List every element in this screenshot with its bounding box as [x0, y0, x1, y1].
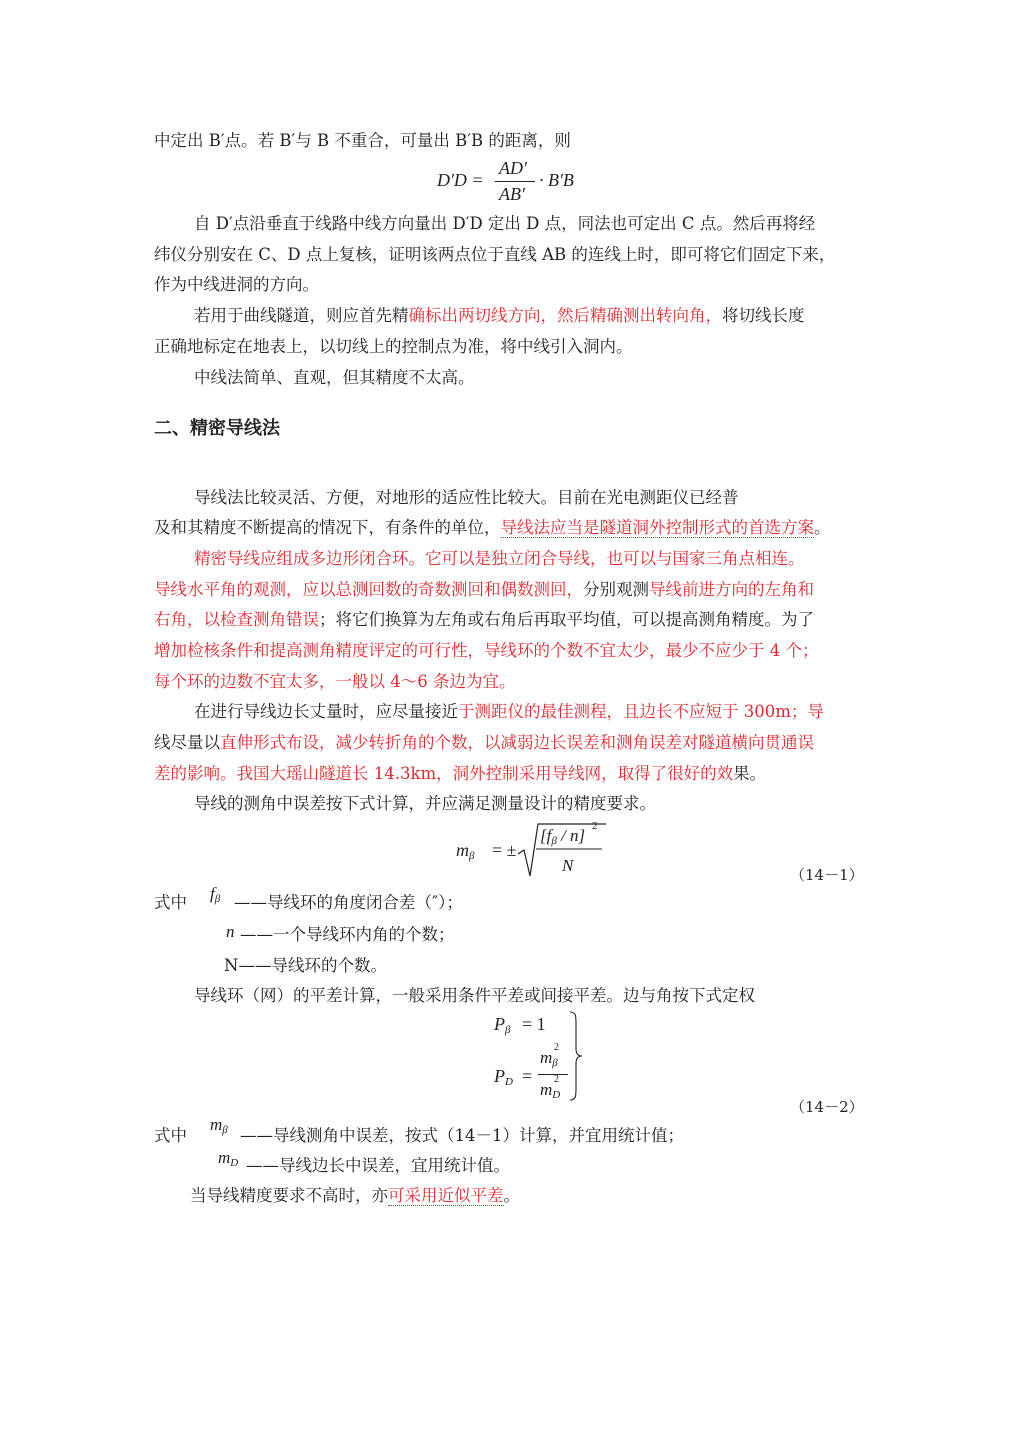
text: 果。 — [733, 764, 767, 783]
subscript: β — [552, 1057, 558, 1069]
text: 在进行导线边长丈量时，应尽量接近 — [194, 702, 458, 721]
subscript: β — [469, 850, 475, 862]
highlight-text: 精密导线应组成多边形闭合环。它可以是独立闭合导线，也可以与国家三角点相连。 — [194, 549, 805, 568]
symbol-m-beta — [210, 1115, 228, 1136]
symbol: m — [210, 1115, 223, 1134]
formula-numerator — [540, 826, 585, 847]
paragraph-line — [194, 794, 656, 814]
text: 当导线精度要求不高时，亦 — [190, 1186, 388, 1205]
paragraph-line — [194, 306, 805, 326]
paragraph-line — [154, 580, 814, 600]
subscript: D — [552, 1089, 561, 1101]
paragraph-line — [154, 337, 633, 357]
paragraph-line — [190, 1186, 520, 1206]
symbol: P — [494, 1066, 505, 1086]
symbol-n: n — [226, 922, 235, 941]
formula-operator: = — [522, 1066, 533, 1086]
paragraph-line — [194, 214, 815, 234]
text: 纬仪分别安在 C、D 点上复核，证明该两点位于直线 AB 的连线上时，即可将它们固定下来， — [154, 245, 836, 264]
formula-lhs: D′D = — [437, 170, 484, 190]
formula-p-beta — [494, 1014, 510, 1036]
formula-operator: = ± — [492, 840, 517, 860]
text: ——导线环的角度闭合差（″）； — [234, 893, 463, 912]
subscript: D — [230, 1157, 239, 1169]
superscript: 2 — [554, 1074, 559, 1085]
fraction-bar — [538, 1074, 568, 1075]
paragraph-line — [194, 549, 805, 569]
symbol: m — [540, 1080, 553, 1099]
highlight-text: 导线水平角的观测，应以总测回数的奇数测回和偶数测回， — [154, 580, 583, 599]
highlight-text: 增加检核条件和提高测角精度评定的可行性，导线环的个数不宜太少，最少不应少于 4 个； — [154, 641, 819, 660]
paragraph-line — [234, 893, 463, 913]
equation-number: （14－1） — [790, 866, 864, 884]
highlight-text: 每个环的边数不宜太多，一般以 4～6 条边为宜。 — [154, 672, 516, 691]
text: 正确地标定在地表上，以切线上的控制点为准，将中线引入洞内。 — [154, 337, 633, 356]
text: 式中 — [154, 893, 187, 912]
paragraph-line — [154, 610, 814, 630]
paragraph-line — [224, 956, 387, 976]
equation-number: （14－2） — [790, 1098, 864, 1116]
text: 若用于曲线隧道，则应首先精 — [194, 306, 409, 325]
text: ——导线测角中误差，按式（14－1）计算，并宜用统计值； — [240, 1126, 684, 1145]
paragraph-line — [246, 1156, 510, 1176]
highlight-text: 差的影响。我国大瑶山隧道长 14.3km，洞外控制采用导线网，取得了很好的效 — [154, 764, 734, 783]
symbol-m-d — [218, 1148, 238, 1169]
formula-numerator: AD′ — [499, 158, 527, 178]
formula-lhs — [456, 840, 474, 862]
highlight-text: 可采用近似平差 — [388, 1186, 504, 1205]
text: 及和其精度不断提高的情况下，有条件的单位， — [154, 518, 501, 537]
text: 将切线长度 — [722, 306, 805, 325]
right-brace — [568, 1010, 584, 1102]
highlight-text: 导线前进方向的左角和 — [649, 580, 814, 599]
paragraph-line — [154, 131, 571, 151]
highlight-text: 于测距仪的最佳测程，且边长不应短于 300m；导 — [458, 702, 824, 721]
paragraph-line — [154, 733, 814, 753]
paragraph-line — [154, 518, 831, 538]
symbol: m — [218, 1148, 231, 1167]
text: N——导线环的个数。 — [224, 956, 387, 975]
formula-m-beta — [456, 818, 616, 880]
section-heading: 二、精密导线法 — [154, 418, 280, 439]
subscript: β — [214, 893, 221, 905]
text: ；将它们换算为左角或右角后再取平均值，可以提高测角精度。为了 — [319, 610, 814, 629]
highlight-text: 导线法应当是隧道洞外控制形式的首选方案 — [500, 518, 814, 537]
highlight-text: 直伸形式布设，减少转折角的个数，以减弱边长误差和测角误差对隧道横向贯通误 — [220, 733, 814, 752]
text: 。 — [503, 1186, 520, 1205]
symbol-f-beta — [210, 884, 220, 905]
legend-label — [154, 893, 187, 913]
paragraph-line — [194, 702, 824, 722]
text: 分别观测 — [583, 580, 649, 599]
text: 导线环（网）的平差计算，一般采用条件平差或间接平差。边与角按下式定权 — [194, 986, 755, 1005]
text: 中定出 B′点。若 B′与 B 不重合，可量出 B′B 的距离，则 — [154, 131, 571, 150]
paragraph-line — [154, 245, 835, 265]
paragraph-line — [240, 1126, 684, 1146]
text: 。 — [814, 518, 831, 537]
symbol: m — [540, 1048, 553, 1067]
formula-p-d — [494, 1066, 513, 1088]
subscript: β — [551, 835, 557, 847]
text: 导线的测角中误差按下式计算，并应满足测量设计的精度要求。 — [194, 794, 656, 813]
formula-denominator: AB′ — [499, 184, 525, 204]
subscript: β — [505, 1024, 511, 1036]
text: 线尽量以 — [154, 733, 220, 752]
symbol: / n] — [561, 826, 586, 845]
formula-operator: = 1 — [522, 1014, 546, 1034]
paragraph-line — [154, 764, 766, 784]
formula-denominator: N — [562, 856, 574, 875]
subscript: D — [505, 1076, 513, 1088]
superscript: 2 — [554, 1042, 559, 1053]
legend-label — [154, 1126, 187, 1146]
subscript: β — [222, 1124, 228, 1136]
paragraph-line — [240, 925, 455, 945]
symbol: f — [210, 884, 215, 903]
paragraph-line — [194, 488, 739, 508]
paragraph-line — [194, 986, 755, 1006]
fraction-bar — [495, 181, 535, 182]
superscript: 2 — [592, 820, 598, 832]
paragraph-line — [154, 275, 319, 295]
text: 作为中线进洞的方向。 — [154, 275, 319, 294]
highlight-text: 确标出两切线方向，然后精确测出转向角， — [408, 306, 722, 325]
highlight-text: 右角，以检查测角错误 — [154, 610, 319, 629]
paragraph-line — [154, 672, 516, 692]
formula-rhs: · B′B — [539, 170, 574, 190]
formula-dd — [437, 160, 587, 210]
paragraph-line — [194, 368, 475, 388]
text: ——一个导线环内角的个数； — [240, 925, 455, 944]
text: 中线法简单、直观，但其精度不太高。 — [194, 368, 475, 387]
text: 导线法比较灵活、方便，对地形的适应性比较大。目前在光电测距仪已经普 — [194, 488, 739, 507]
text: 自 D′点沿垂直于线路中线方向量出 D′D 定出 D 点，同法也可定出 C 点。然后再将经 — [194, 214, 816, 233]
symbol: P — [494, 1014, 505, 1034]
text: ——导线边长中误差，宜用统计值。 — [246, 1156, 510, 1175]
symbol: [f — [540, 826, 552, 845]
symbol: m — [456, 840, 469, 860]
text: 式中 — [154, 1126, 187, 1145]
paragraph-line — [154, 641, 819, 661]
